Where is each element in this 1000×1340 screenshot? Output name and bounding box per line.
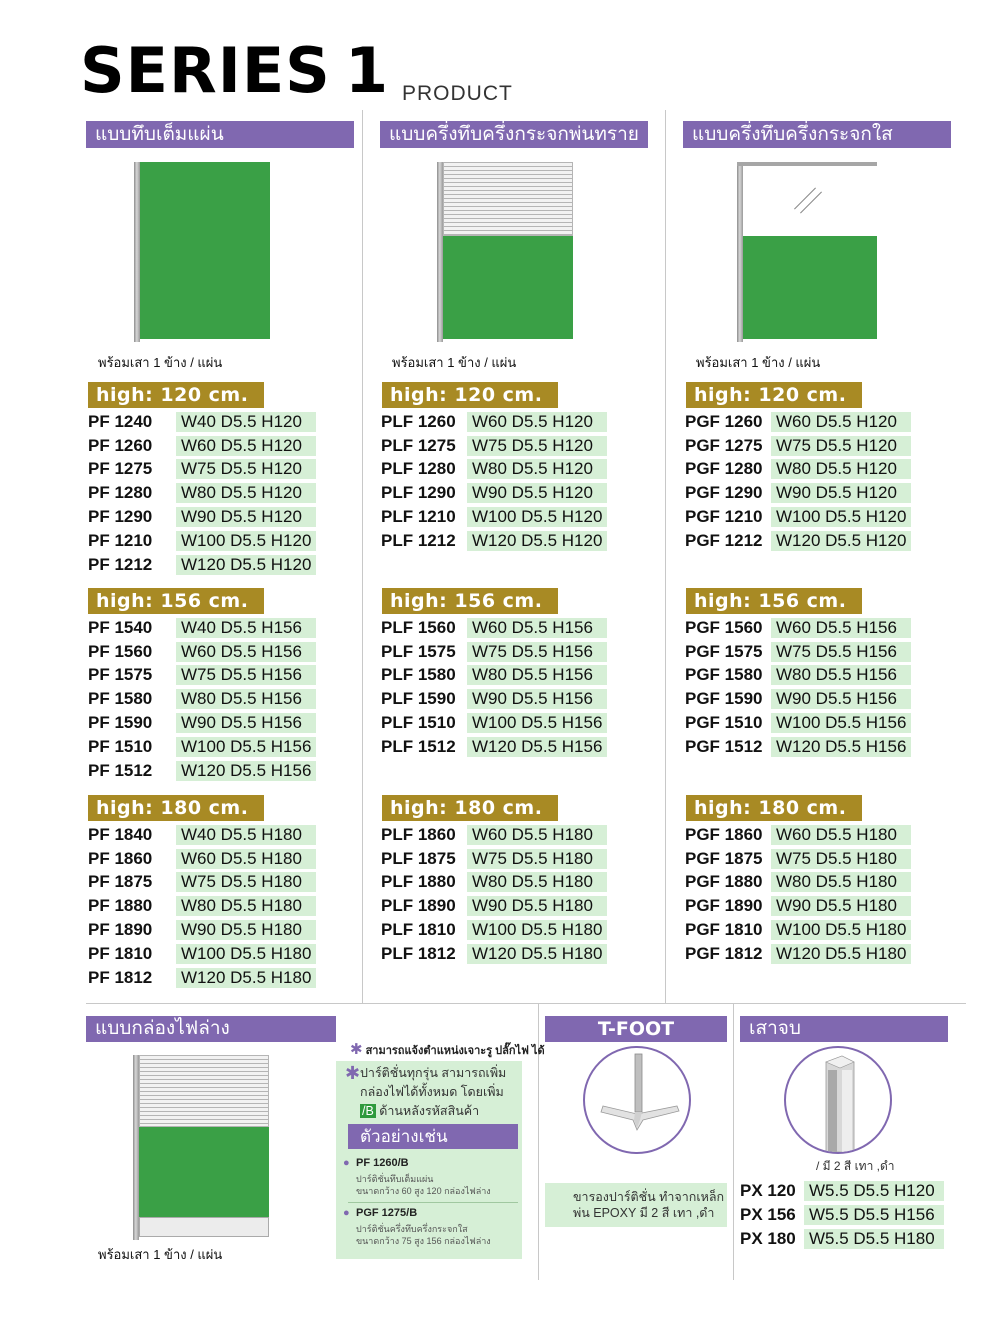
product-code: PGF 1260	[685, 412, 763, 431]
product-row	[740, 1204, 980, 1226]
product-row	[685, 506, 925, 528]
product-row	[381, 688, 621, 710]
product-code: PF 1540	[88, 618, 153, 637]
note-paragraph: ปาร์ติชั่นทุกรุ่น สามารถเพิ่ม กล่องไฟได้ทั้งหมด โดยเพิ่ม	[360, 1066, 507, 1099]
example-desc: ปาร์ติชั่นทึบเต็มแผ่น	[356, 1174, 434, 1184]
product-code: PLF 1812	[381, 944, 456, 963]
product-dimension: W5.5 D5.5 H120	[804, 1181, 944, 1201]
height-label: high: 156 cm.	[686, 588, 862, 614]
product-row	[381, 848, 621, 870]
product-code: PLF 1212	[381, 531, 456, 550]
product-dimension: W100 D5.5 H156	[467, 713, 607, 733]
product-dimension: W80 D5.5 H120	[176, 483, 316, 503]
height-label: high: 120 cm.	[382, 382, 558, 408]
product-row	[685, 712, 925, 734]
product-dimension: W120 D5.5 H180	[771, 944, 911, 964]
note-paragraph: ด้านหลังรหัสสินค้า	[379, 1104, 480, 1118]
product-code: PGF 1575	[685, 642, 763, 661]
product-row	[685, 664, 925, 686]
product-dimension: W90 D5.5 H156	[771, 689, 911, 709]
product-row	[88, 688, 328, 710]
socket-note	[350, 1040, 545, 1059]
panel-fabric	[140, 162, 270, 339]
product-dimension: W5.5 D5.5 H180	[804, 1229, 944, 1249]
product-code: PF 1212	[88, 555, 153, 574]
product-row	[88, 712, 328, 734]
product-dimension: W120 D5.5 H120	[176, 555, 316, 575]
product-code: PF 1590	[88, 713, 153, 732]
product-code: PGF 1510	[685, 713, 763, 732]
height-label: high: 180 cm.	[686, 795, 862, 821]
product-row	[740, 1228, 980, 1250]
product-row	[88, 482, 328, 504]
product-code: PLF 1510	[381, 713, 456, 732]
column-header: แบบทึบเต็มแผ่น	[86, 121, 354, 148]
product-row	[88, 617, 328, 639]
tfoot-image	[583, 1046, 691, 1154]
product-row	[88, 919, 328, 941]
tfoot-desc-line: พ่น EPOXY มี 2 สี เทา ,ดำ	[573, 1206, 715, 1220]
product-code: PF 1275	[88, 459, 153, 478]
product-dimension: W80 D5.5 H120	[467, 459, 607, 479]
endpost-image	[784, 1046, 892, 1154]
product-row	[88, 664, 328, 686]
product-dimension: W100 D5.5 H120	[467, 507, 607, 527]
lightbox-panel-illustration	[133, 1055, 273, 1240]
product-row	[381, 617, 621, 639]
product-row	[381, 736, 621, 758]
product-code: PF 1580	[88, 689, 153, 708]
product-dimension: W100 D5.5 H120	[771, 507, 911, 527]
product-dimension: W100 D5.5 H156	[176, 737, 316, 757]
height-label: high: 156 cm.	[88, 588, 264, 614]
product-code: PLF 1210	[381, 507, 456, 526]
product-dimension: W120 D5.5 H156	[467, 737, 607, 757]
product-row	[381, 895, 621, 917]
section-divider	[86, 1003, 966, 1004]
product-code: PF 1890	[88, 920, 153, 939]
column-divider	[665, 110, 666, 1003]
product-dimension: W90 D5.5 H120	[176, 507, 316, 527]
product-row	[381, 482, 621, 504]
height-label: high: 120 cm.	[88, 382, 264, 408]
product-dimension: W40 D5.5 H180	[176, 825, 316, 845]
column-header: แบบครึ่งทึบครึ่งกระจกพ่นทราย	[380, 121, 648, 148]
product-code: PF 1512	[88, 761, 153, 780]
product-row	[88, 736, 328, 758]
example-divider	[348, 1202, 518, 1203]
product-row	[88, 641, 328, 663]
product-code: PGF 1280	[685, 459, 763, 478]
product-row	[381, 664, 621, 686]
tfoot-desc-line: ขารองปาร์ติชั่น ทำจากเหล็ก	[573, 1190, 725, 1204]
product-code: PF 1260	[88, 436, 153, 455]
product-dimension: W80 D5.5 H156	[467, 665, 607, 685]
product-code: PLF 1260	[381, 412, 456, 431]
product-row	[381, 871, 621, 893]
product-code: PX 120	[740, 1181, 796, 1200]
product-row	[88, 435, 328, 457]
product-row	[381, 458, 621, 480]
product-dimension: W90 D5.5 H180	[176, 920, 316, 940]
product-code: PF 1240	[88, 412, 153, 431]
endpost-icon	[786, 1048, 892, 1154]
column-clearglass-panel	[683, 121, 951, 148]
example-item	[343, 1207, 516, 1247]
product-dimension: W75 D5.5 H156	[176, 665, 316, 685]
product-code: PLF 1512	[381, 737, 456, 756]
product-dimension: W75 D5.5 H180	[176, 872, 316, 892]
suffix-tag: /B	[362, 1104, 374, 1118]
height-label: high: 180 cm.	[382, 795, 558, 821]
example-code: PGF 1275/B	[356, 1207, 418, 1219]
product-code: PX 156	[740, 1205, 796, 1224]
panel-sandblast-glass	[139, 1055, 269, 1127]
product-dimension: W80 D5.5 H156	[771, 665, 911, 685]
product-code: PLF 1580	[381, 665, 456, 684]
product-code: PF 1210	[88, 531, 153, 550]
product-code: PLF 1290	[381, 483, 456, 502]
product-row	[685, 530, 925, 552]
product-row	[381, 712, 621, 734]
product-code: PX 180	[740, 1229, 796, 1248]
product-row	[88, 506, 328, 528]
product-dimension: W100 D5.5 H156	[771, 713, 911, 733]
product-row	[685, 871, 925, 893]
product-code: PLF 1275	[381, 436, 456, 455]
product-dimension: W100 D5.5 H180	[176, 944, 316, 964]
product-row	[381, 411, 621, 433]
product-dimension: W60 D5.5 H120	[176, 436, 316, 456]
bullet-icon: ●	[343, 1157, 350, 1169]
product-dimension: W60 D5.5 H156	[176, 642, 316, 662]
product-code: PGF 1812	[685, 944, 763, 963]
product-dimension: W90 D5.5 H180	[771, 896, 911, 916]
asterisk-icon: ✱	[345, 1063, 361, 1083]
endpost-colors: / มี 2 สี เทา ,ดำ	[816, 1159, 895, 1173]
example-desc: ขนาดกว้าง 60 สูง 120 กล่องไฟล่าง	[356, 1186, 491, 1196]
product-row	[381, 919, 621, 941]
product-code: PGF 1275	[685, 436, 763, 455]
product-dimension: W60 D5.5 H156	[771, 618, 911, 638]
product-code: PGF 1590	[685, 689, 763, 708]
product-row	[381, 506, 621, 528]
panel-caption: พร้อมเสา 1 ข้าง / แผ่น	[98, 1247, 223, 1262]
product-dimension: W60 D5.5 H156	[467, 618, 607, 638]
endpost-header: เสาจบ	[740, 1016, 948, 1042]
product-row	[685, 458, 925, 480]
product-row	[685, 411, 925, 433]
product-dimension: W100 D5.5 H120	[176, 531, 316, 551]
product-dimension: W120 D5.5 H156	[176, 761, 316, 781]
product-code: PLF 1560	[381, 618, 456, 637]
column-solid-panel	[86, 121, 354, 148]
product-row	[685, 688, 925, 710]
product-dimension: W75 D5.5 H120	[467, 436, 607, 456]
product-row	[685, 435, 925, 457]
product-row	[88, 411, 328, 433]
product-row	[685, 919, 925, 941]
column-divider	[733, 1003, 734, 1280]
tfoot-description	[545, 1183, 727, 1227]
panel-lightbox-base	[139, 1217, 269, 1237]
product-code: PF 1560	[88, 642, 153, 661]
product-code: PF 1840	[88, 825, 153, 844]
product-dimension: W60 D5.5 H180	[176, 849, 316, 869]
product-dimension: W75 D5.5 H156	[771, 642, 911, 662]
product-row	[88, 967, 328, 989]
product-code: PF 1880	[88, 896, 153, 915]
product-row	[685, 895, 925, 917]
product-row	[88, 848, 328, 870]
panel-caption: พร้อมเสา 1 ข้าง / แผ่น	[696, 355, 821, 370]
product-code: PLF 1880	[381, 872, 456, 891]
example-header: ตัวอย่างเช่น	[348, 1124, 518, 1149]
product-code: PGF 1210	[685, 507, 763, 526]
product-row	[88, 943, 328, 965]
product-dimension: W90 D5.5 H156	[467, 689, 607, 709]
product-dimension: W100 D5.5 H180	[771, 920, 911, 940]
product-code: PLF 1590	[381, 689, 456, 708]
product-dimension: W120 D5.5 H120	[771, 531, 911, 551]
product-dimension: W5.5 D5.5 H156	[804, 1205, 944, 1225]
product-dimension: W75 D5.5 H180	[771, 849, 911, 869]
lightbox-note-text	[360, 1064, 520, 1121]
column-sandblast-panel	[380, 121, 648, 148]
example-desc: ปาร์ติชั่นครึ่งทึบครึ่งกระจกใส	[356, 1224, 468, 1234]
series-number: 1	[345, 34, 389, 107]
product-code: PGF 1860	[685, 825, 763, 844]
product-row	[381, 943, 621, 965]
panel-fabric	[743, 236, 877, 339]
product-code: PF 1510	[88, 737, 153, 756]
lightbox-note-box	[336, 1061, 522, 1259]
product-code: PF 1575	[88, 665, 153, 684]
product-code: PGF 1560	[685, 618, 763, 637]
product-row	[88, 895, 328, 917]
product-row	[740, 1180, 980, 1202]
product-code: PF 1812	[88, 968, 153, 987]
product-code: PGF 1810	[685, 920, 763, 939]
product-dimension: W60 D5.5 H120	[771, 412, 911, 432]
product-row	[685, 482, 925, 504]
socket-note-text: สามารถแจ้งตำแหน่งเจาะรู ปลั๊กไฟ ได้	[365, 1045, 545, 1057]
product-subtitle: PRODUCT	[402, 82, 513, 105]
product-row	[88, 824, 328, 846]
product-row	[685, 617, 925, 639]
product-dimension: W90 D5.5 H180	[467, 896, 607, 916]
product-code: PF 1810	[88, 944, 153, 963]
tfoot-icon	[585, 1048, 691, 1154]
product-row	[381, 530, 621, 552]
product-dimension: W40 D5.5 H156	[176, 618, 316, 638]
product-code: PGF 1290	[685, 483, 763, 502]
column-header: แบบครึ่งทึบครึ่งกระจกใส	[683, 121, 951, 148]
product-row	[685, 824, 925, 846]
product-code: PLF 1875	[381, 849, 456, 868]
product-code: PGF 1890	[685, 896, 763, 915]
panel-fabric	[139, 1127, 269, 1217]
product-row	[381, 824, 621, 846]
height-label: high: 120 cm.	[686, 382, 862, 408]
solid-panel-illustration	[134, 162, 274, 342]
product-dimension: W120 D5.5 H180	[467, 944, 607, 964]
bullet-icon: ●	[343, 1207, 350, 1219]
product-dimension: W90 D5.5 H120	[467, 483, 607, 503]
product-row	[685, 848, 925, 870]
product-dimension: W80 D5.5 H180	[771, 872, 911, 892]
panel-caption: พร้อมเสา 1 ข้าง / แผ่น	[98, 355, 223, 370]
product-dimension: W80 D5.5 H156	[176, 689, 316, 709]
product-row	[88, 554, 328, 576]
product-dimension: W120 D5.5 H180	[176, 968, 316, 988]
product-code: PLF 1575	[381, 642, 456, 661]
tfoot-header: T-FOOT	[545, 1016, 727, 1042]
panel-fabric	[443, 236, 573, 339]
example-item	[343, 1157, 516, 1197]
product-row	[88, 871, 328, 893]
product-code: PF 1860	[88, 849, 153, 868]
product-code: PLF 1280	[381, 459, 456, 478]
product-code: PGF 1880	[685, 872, 763, 891]
product-row	[88, 760, 328, 782]
clearglass-panel-illustration	[737, 162, 879, 342]
product-dimension: W80 D5.5 H180	[467, 872, 607, 892]
product-dimension: W90 D5.5 H156	[176, 713, 316, 733]
product-row	[381, 641, 621, 663]
product-dimension: W80 D5.5 H180	[176, 896, 316, 916]
product-dimension: W120 D5.5 H120	[467, 531, 607, 551]
asterisk-icon: ✱	[350, 1041, 363, 1058]
product-row	[685, 641, 925, 663]
product-code: PF 1875	[88, 872, 153, 891]
height-label: high: 156 cm.	[382, 588, 558, 614]
product-dimension: W100 D5.5 H180	[467, 920, 607, 940]
product-row	[88, 530, 328, 552]
product-dimension: W60 D5.5 H120	[467, 412, 607, 432]
product-code: PGF 1875	[685, 849, 763, 868]
product-code: PLF 1810	[381, 920, 456, 939]
product-dimension: W75 D5.5 H180	[467, 849, 607, 869]
product-dimension: W60 D5.5 H180	[771, 825, 911, 845]
example-code: PF 1260/B	[356, 1157, 409, 1169]
product-code: PGF 1580	[685, 665, 763, 684]
product-dimension: W80 D5.5 H120	[771, 459, 911, 479]
product-dimension: W120 D5.5 H156	[771, 737, 911, 757]
product-row	[685, 736, 925, 758]
product-dimension: W75 D5.5 H120	[771, 436, 911, 456]
product-code: PLF 1860	[381, 825, 456, 844]
product-code: PF 1290	[88, 507, 153, 526]
product-code: PGF 1512	[685, 737, 763, 756]
product-code: PLF 1890	[381, 896, 456, 915]
lightbox-header: แบบกล่องไฟล่าง	[86, 1016, 336, 1042]
product-dimension: W40 D5.5 H120	[176, 412, 316, 432]
panel-caption: พร้อมเสา 1 ข้าง / แผ่น	[392, 355, 517, 370]
product-row	[88, 458, 328, 480]
example-desc: ขนาดกว้าง 75 สูง 156 กล่องไฟล่าง	[356, 1236, 491, 1246]
product-dimension: W75 D5.5 H156	[467, 642, 607, 662]
product-dimension: W90 D5.5 H120	[771, 483, 911, 503]
series-title: SERIES	[80, 34, 331, 107]
panel-sandblast-glass	[443, 162, 573, 236]
product-dimension: W75 D5.5 H120	[176, 459, 316, 479]
product-code: PGF 1212	[685, 531, 763, 550]
column-divider	[362, 110, 363, 1003]
product-code: PF 1280	[88, 483, 153, 502]
sandblast-panel-illustration	[437, 162, 577, 342]
product-row	[381, 435, 621, 457]
product-dimension: W60 D5.5 H180	[467, 825, 607, 845]
product-row	[685, 943, 925, 965]
height-label: high: 180 cm.	[88, 795, 264, 821]
